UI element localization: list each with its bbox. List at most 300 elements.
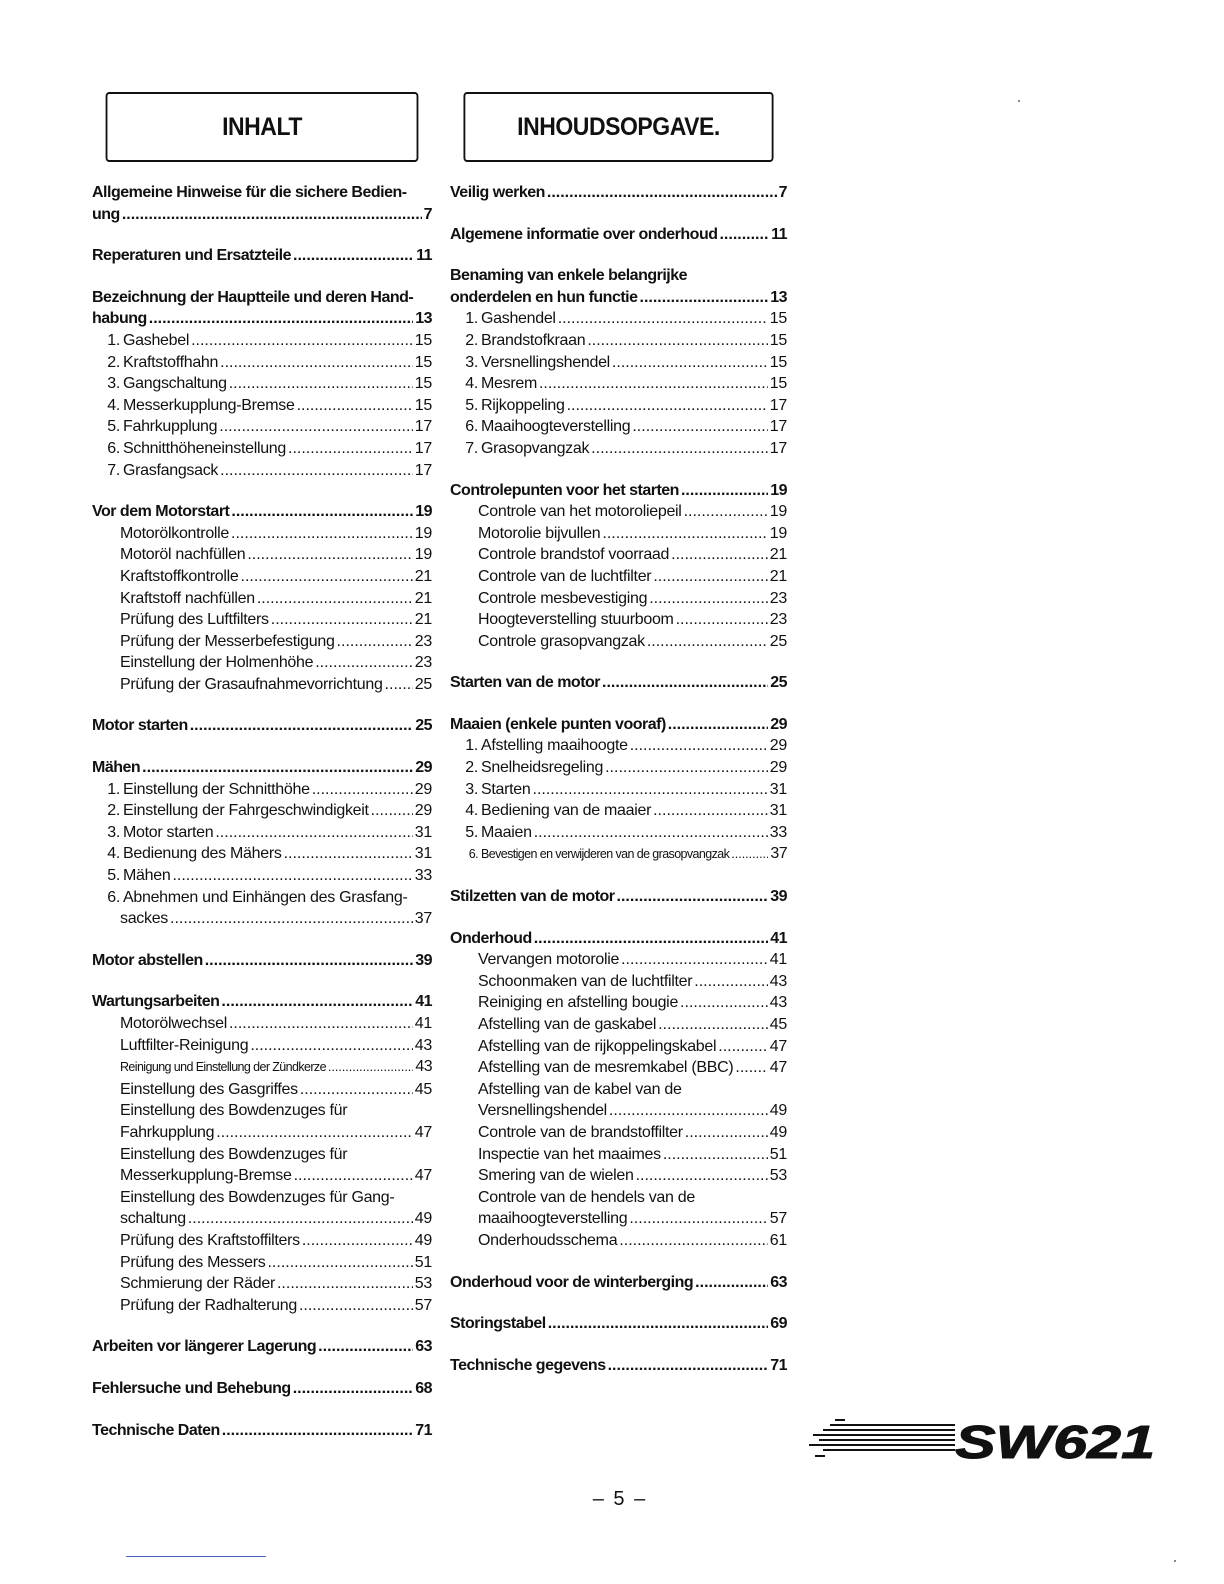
toc-entry [92, 416, 432, 438]
toc-entry-page: 29 [414, 780, 432, 798]
toc-dot-leader [170, 908, 413, 930]
toc-entry-number: 2. [465, 759, 478, 777]
toc-dot-leader [602, 672, 768, 694]
toc-entry-title: Afstelling van de kabel van de [478, 1080, 682, 1098]
toc-entry-page: 21 [769, 546, 787, 564]
toc-entry-page: 71 [770, 1356, 787, 1374]
toc-entry-page: 57 [414, 1296, 432, 1314]
toc-dot-leader [293, 1378, 414, 1400]
toc-entry-page: 23 [414, 654, 432, 672]
toc-entry-page: 41 [770, 929, 787, 947]
toc-entry [450, 330, 787, 352]
toc-entry-page: 61 [769, 1231, 787, 1249]
toc-entry-title: Prüfung der Grasaufnahmevorrichtung [120, 675, 383, 693]
toc-dot-leader [247, 544, 412, 566]
toc-entry [450, 1100, 787, 1122]
toc-entry-title: Fahrkupplung [123, 418, 218, 436]
toc-entry-page: 29 [415, 759, 432, 777]
toc-dot-leader [149, 308, 413, 330]
toc-entry [92, 373, 432, 395]
toc-entry-page: 15 [769, 353, 787, 371]
toc-entry [92, 182, 432, 204]
toc-entry [450, 672, 787, 694]
toc-entry-page: 49 [414, 1231, 432, 1249]
toc-entry-title: Messerkupplung-Bremse [120, 1167, 292, 1185]
toc-dot-leader [328, 1057, 413, 1079]
toc-entry-title: Onderhoud [450, 929, 532, 947]
toc-entry [92, 950, 432, 972]
toc-entry [92, 991, 432, 1013]
toc-entry [450, 544, 787, 566]
toc-entry-title: Einstellung des Gasgriffes [120, 1080, 298, 1098]
toc-entry-title: Motorölwechsel [120, 1015, 227, 1032]
toc-entry-page: 13 [770, 288, 787, 306]
toc-entry-title: Starten [481, 780, 531, 798]
toc-entry [450, 1079, 787, 1101]
toc-entry [450, 373, 787, 395]
toc-entry [92, 908, 432, 930]
toc-entry-page: 17 [414, 439, 432, 457]
toc-entry-title: Einstellung des Bowdenzuges für Gang- [120, 1188, 395, 1206]
toc-entry-page: 41 [769, 951, 787, 969]
toc-entry [450, 395, 787, 417]
toc-entry [92, 865, 432, 887]
toc-entry [450, 416, 787, 438]
toc-dot-leader [318, 1336, 413, 1358]
toc-entry-page: 63 [770, 1273, 787, 1291]
toc-dot-leader [288, 438, 413, 460]
toc-entry-number: 4. [465, 375, 478, 393]
toc-entry [92, 652, 432, 674]
toc-entry-number: 6. [465, 418, 478, 436]
toc-entry-page: 51 [769, 1145, 787, 1163]
toc-entry [92, 779, 432, 801]
toc-entry-page: 39 [770, 888, 787, 906]
toc-entry-page: 15 [414, 353, 432, 371]
toc-section [450, 1313, 787, 1335]
toc-entry-title: Schnitthöheneinstellung [123, 439, 287, 457]
toc-entry-page: 13 [415, 310, 432, 328]
toc-entry-title: Schmierung der Räder [120, 1275, 275, 1293]
toc-entry [92, 1122, 432, 1144]
toc-dot-leader [122, 204, 422, 226]
toc-dot-leader [222, 1420, 413, 1442]
toc-entry [450, 714, 787, 736]
toc-entry [450, 265, 787, 287]
toc-entry-page: 31 [769, 802, 787, 820]
toc-entry-title: Motor abstellen [92, 951, 203, 969]
toc-dot-leader [653, 566, 767, 588]
toc-entry-title: Gashendel [481, 310, 556, 328]
toc-section [450, 480, 787, 653]
toc-dot-leader [630, 735, 768, 757]
toc-entry [92, 588, 432, 610]
toc-dot-leader [647, 631, 768, 653]
toc-entry-number: 2. [107, 353, 120, 371]
toc-column-dutch [450, 92, 787, 1396]
toc-dot-leader [337, 631, 413, 653]
toc-dot-leader [558, 308, 768, 330]
toc-entry-page: 51 [414, 1253, 432, 1271]
toc-entry [450, 949, 787, 971]
toc-section [450, 928, 787, 1252]
toc-entry [92, 1100, 432, 1122]
toc-dot-leader [685, 1122, 768, 1144]
toc-entry-title: Mähen [92, 759, 141, 777]
toc-entry-title: Afstelling van de mesremkabel (BBC) [478, 1059, 734, 1077]
toc-entry-title: Fahrkupplung [120, 1123, 215, 1141]
toc-entry [450, 971, 787, 993]
toc-entry-page: 17 [769, 439, 787, 457]
toc-entry-number: 5. [465, 823, 478, 841]
toc-entry-title: Controle van de luchtfilter [478, 567, 652, 585]
toc-entry-page: 21 [414, 589, 432, 607]
toc-entry-title: Controle van het motoroliepeil [478, 503, 682, 521]
toc-entry-page: 17 [769, 396, 787, 414]
toc-entry-page: 17 [769, 418, 787, 436]
toc-entry-title: Algemene informatie over onderhoud [450, 225, 718, 243]
toc-list-dutch [450, 182, 787, 1376]
toc-dot-leader [190, 715, 413, 737]
toc-dot-leader [220, 460, 413, 482]
toc-entry [450, 523, 787, 545]
toc-dot-leader [142, 757, 413, 779]
toc-dot-leader [539, 373, 768, 395]
toc-dot-leader [547, 182, 777, 204]
toc-section [450, 1272, 787, 1294]
toc-entry-page: 49 [769, 1123, 787, 1141]
toc-dot-leader [619, 1230, 768, 1252]
toc-entry-page: 43 [414, 1036, 432, 1054]
toc-entry [450, 182, 787, 204]
toc-entry [92, 1013, 432, 1035]
toc-entry-title: Einstellung der Holmenhöhe [120, 654, 314, 672]
toc-entry [92, 308, 432, 330]
toc-entry [92, 1336, 432, 1358]
toc-entry [450, 822, 787, 844]
toc-section [92, 245, 432, 267]
toc-entry [92, 501, 432, 523]
toc-entry-page: 31 [414, 823, 432, 841]
toc-dot-leader [229, 1013, 413, 1035]
toc-entry [450, 886, 787, 908]
toc-dot-leader [663, 1144, 768, 1166]
toc-entry-title: Messerkupplung-Bremse [123, 396, 295, 414]
toc-dot-leader [293, 245, 414, 267]
toc-entry-page: 19 [414, 546, 432, 564]
toc-entry-page: 23 [769, 589, 787, 607]
toc-entry [450, 631, 787, 653]
toc-entry-title: Versnellingshendel [478, 1102, 607, 1120]
toc-entry-page: 71 [415, 1421, 432, 1439]
toc-entry-page: 15 [414, 331, 432, 349]
toc-entry-title: Kraftstoff nachfüllen [120, 589, 255, 607]
toc-entry-title: Gashebel [123, 331, 190, 349]
toc-entry [450, 1187, 787, 1209]
toc-entry [92, 544, 432, 566]
toc-entry [450, 609, 787, 631]
toc-entry-title: Versnellingshendel [481, 353, 610, 371]
page-number: – 5 – [592, 1488, 648, 1510]
toc-entry [92, 1378, 432, 1400]
toc-entry-number: 2. [465, 331, 478, 349]
toc-entry [92, 330, 432, 352]
toc-entry-number: 3. [107, 375, 120, 393]
toc-entry-title: Kraftstoffkontrolle [120, 567, 239, 585]
toc-entry-title: Maaien (enkele punten vooraf) [450, 715, 666, 733]
toc-entry [450, 224, 787, 246]
toc-entry [92, 757, 432, 779]
toc-dot-leader [731, 844, 768, 866]
toc-entry-title: Maaihoogteverstelling [481, 418, 631, 436]
toc-dot-leader [636, 1165, 768, 1187]
toc-entry [92, 843, 432, 865]
toc-dot-leader [695, 1272, 768, 1294]
toc-entry-title: Arbeiten vor längerer Lagerung [92, 1338, 317, 1356]
toc-entry-title: Onderhoudsschema [478, 1231, 618, 1249]
toc-entry-page: 23 [414, 632, 432, 650]
toc-dot-leader [612, 352, 768, 374]
toc-entry [450, 1144, 787, 1166]
toc-entry-title: Controle grasopvangzak [478, 632, 645, 650]
scan-speck [1174, 1560, 1176, 1562]
toc-dot-leader [284, 843, 413, 865]
toc-entry [450, 1057, 787, 1079]
toc-dot-leader [299, 1295, 413, 1317]
toc-entry [450, 1014, 787, 1036]
toc-entry [92, 1187, 432, 1209]
toc-entry-number: 6. [468, 847, 478, 862]
toc-entry-title: Grasfangsack [123, 461, 219, 479]
toc-entry [450, 1272, 787, 1294]
toc-dot-leader [277, 1273, 413, 1295]
toc-entry-title: Inspectie van het maaimes [478, 1145, 661, 1163]
toc-entry-page: 41 [414, 1015, 432, 1032]
toc-entry-title: Einstellung des Bowdenzuges für [120, 1145, 348, 1163]
toc-entry [450, 501, 787, 523]
toc-entry-number: 1. [465, 310, 478, 328]
toc-entry-page: 21 [414, 611, 432, 629]
toc-entry [450, 1355, 787, 1377]
toc-entry-number: 4. [465, 802, 478, 820]
toc-entry-page: 45 [769, 1016, 787, 1033]
toc-dot-leader [629, 1208, 767, 1230]
toc-entry-page: 23 [769, 611, 787, 629]
toc-heading-german: INHALT [106, 92, 419, 162]
toc-section [92, 715, 432, 737]
toc-entry-page: 7 [778, 184, 787, 201]
toc-entry-page: 21 [769, 567, 787, 585]
toc-dot-leader [229, 373, 413, 395]
toc-entry-page: 47 [414, 1123, 432, 1141]
toc-entry [450, 588, 787, 610]
toc-entry-number: 3. [107, 823, 120, 841]
scan-speck [1018, 100, 1020, 102]
toc-entry-page: 49 [414, 1210, 432, 1228]
toc-dot-leader [300, 1079, 413, 1101]
toc-entry-title: ung [92, 205, 120, 223]
toc-entry-page: 19 [415, 503, 432, 521]
toc-entry-page: 19 [414, 524, 432, 542]
bottom-rule [126, 1556, 266, 1557]
logo-text: SW621 [955, 1416, 1155, 1468]
toc-entry-page: 15 [769, 331, 787, 349]
toc-entry-page: 29 [769, 759, 787, 777]
toc-entry [450, 480, 787, 502]
toc-entry-title: Prüfung des Luftfilters [120, 611, 269, 629]
toc-dot-leader [668, 714, 768, 736]
toc-entry-page: 25 [414, 675, 432, 693]
toc-entry-page: 41 [415, 993, 432, 1011]
toc-dot-leader [621, 949, 768, 971]
toc-dot-leader [567, 395, 768, 417]
toc-entry-number: 5. [465, 396, 478, 414]
toc-entry-page: 57 [769, 1210, 787, 1228]
toc-entry [92, 1056, 432, 1079]
toc-entry-title: Vor dem Motorstart [92, 503, 230, 521]
toc-dot-leader [220, 352, 413, 374]
toc-section [450, 672, 787, 694]
toc-entry-title: Bevestigen en verwijderen van de grasopvangzak [481, 847, 730, 862]
toc-entry-page: 31 [769, 780, 787, 798]
toc-entry [450, 287, 787, 309]
toc-entry-page: 15 [769, 310, 787, 328]
toc-entry-title: Afstelling maaihoogte [481, 737, 628, 755]
toc-dot-leader [602, 523, 767, 545]
toc-entry-title: Grasopvangzak [481, 439, 590, 457]
toc-entry [92, 1035, 432, 1057]
toc-dot-leader [250, 1035, 412, 1057]
toc-entry [92, 460, 432, 482]
toc-dot-leader [649, 588, 768, 610]
toc-entry-page: 25 [415, 717, 432, 735]
toc-entry-page: 19 [770, 481, 787, 499]
toc-section [92, 991, 432, 1316]
toc-entry-title: Technische Daten [92, 1421, 220, 1439]
toc-dot-leader [215, 822, 412, 844]
toc-entry-title: Motorölkontrolle [120, 524, 230, 542]
toc-entry-title: Controle van de hendels van de [478, 1188, 695, 1206]
toc-entry [92, 609, 432, 631]
toc-entry-page: 33 [414, 867, 432, 885]
toc-entry-page: 33 [769, 823, 787, 841]
toc-entry-title: Hoogteverstelling stuurboom [478, 611, 674, 629]
toc-dot-leader [231, 501, 413, 523]
toc-entry-page: 29 [770, 715, 787, 733]
toc-dot-leader [297, 395, 413, 417]
toc-entry [450, 438, 787, 460]
toc-entry-title: Bediening van de maaier [481, 802, 652, 820]
toc-dot-leader [608, 1355, 769, 1377]
toc-section [92, 501, 432, 695]
toc-dot-leader [302, 1230, 413, 1252]
toc-entry-page: 29 [414, 802, 432, 820]
toc-dot-leader [684, 501, 768, 523]
toc-entry [92, 566, 432, 588]
toc-entry-page: 15 [769, 375, 787, 393]
toc-dot-leader [719, 224, 769, 246]
toc-entry [450, 735, 787, 757]
toc-entry-page: 19 [769, 524, 787, 542]
toc-entry-number: 7. [465, 439, 478, 457]
toc-entry-title: Luftfilter-Reinigung [120, 1036, 249, 1054]
toc-section [92, 182, 432, 225]
toc-column-german [92, 92, 432, 1461]
toc-entry-title: Motor starten [123, 823, 214, 841]
toc-section [92, 287, 432, 481]
toc-entry-title: Benaming van enkele belangrijke [450, 267, 688, 285]
toc-entry-page: 21 [414, 567, 432, 585]
toc-entry-title: Gangschaltung [123, 375, 227, 393]
toc-entry-title: Stilzetten van de motor [450, 888, 615, 906]
toc-heading-dutch: INHOUDSOPGAVE. [463, 92, 773, 162]
toc-dot-leader [315, 652, 413, 674]
toc-entry-title: Veilig werken [450, 184, 545, 201]
toc-entry-title: Einstellung der Fahrgeschwindigkeit [123, 802, 369, 820]
toc-entry-title: maaihoogteverstelling [478, 1210, 628, 1228]
toc-dot-leader [371, 800, 413, 822]
toc-dot-leader [681, 480, 768, 502]
toc-dot-leader [680, 992, 768, 1014]
toc-entry-page: 53 [414, 1275, 432, 1293]
toc-dot-leader [231, 523, 413, 545]
toc-entry-title: Controle brandstof voorraad [478, 546, 670, 564]
toc-entry-title: Bezeichnung der Hauptteile und deren Hand- [92, 288, 414, 306]
toc-entry [92, 1273, 432, 1295]
toc-entry [450, 1208, 787, 1230]
toc-entry-page: 43 [769, 994, 787, 1012]
toc-entry [92, 204, 432, 226]
toc-dot-leader [671, 544, 768, 566]
toc-section [92, 757, 432, 930]
toc-entry-page: 17 [414, 461, 432, 479]
toc-entry [92, 352, 432, 374]
toc-entry-page: 45 [414, 1080, 432, 1098]
toc-entry-page: 47 [769, 1037, 787, 1055]
toc-dot-leader [534, 822, 768, 844]
toc-entry-title: Vervangen motorolie [478, 951, 620, 969]
toc-entry [92, 674, 432, 696]
toc-section [450, 182, 787, 204]
toc-entry-page: 29 [769, 737, 787, 755]
toc-dot-leader [735, 1057, 767, 1079]
toc-entry [92, 631, 432, 653]
toc-entry [92, 1208, 432, 1230]
toc-entry-number: 4. [107, 845, 120, 863]
toc-entry-title: sackes [120, 910, 168, 928]
toc-entry-page: 17 [414, 418, 432, 436]
toc-entry-title: Controlepunten voor het starten [450, 481, 679, 499]
toc-entry-number: 4. [107, 396, 120, 414]
toc-section [92, 1336, 432, 1358]
toc-dot-leader [385, 674, 413, 696]
toc-entry [92, 245, 432, 267]
toc-entry [92, 822, 432, 844]
toc-entry-number: 6. [107, 888, 120, 906]
toc-entry-number: 1. [107, 331, 120, 349]
toc-dot-leader [587, 330, 767, 352]
toc-entry [450, 1230, 787, 1252]
toc-entry-title: Motorolie bijvullen [478, 524, 601, 542]
toc-entry-number: 1. [465, 737, 478, 755]
toc-entry-page: 15 [414, 396, 432, 414]
toc-section [92, 1378, 432, 1400]
toc-entry-title: Einstellung der Schnitthöhe [123, 780, 310, 798]
toc-entry [450, 779, 787, 801]
toc-entry-title: Abnehmen und Einhängen des Grasfang- [123, 888, 408, 906]
toc-entry-title: Reperaturen und Ersatzteile [92, 247, 291, 265]
toc-entry-title: Onderhoud voor de winterberging [450, 1273, 694, 1291]
